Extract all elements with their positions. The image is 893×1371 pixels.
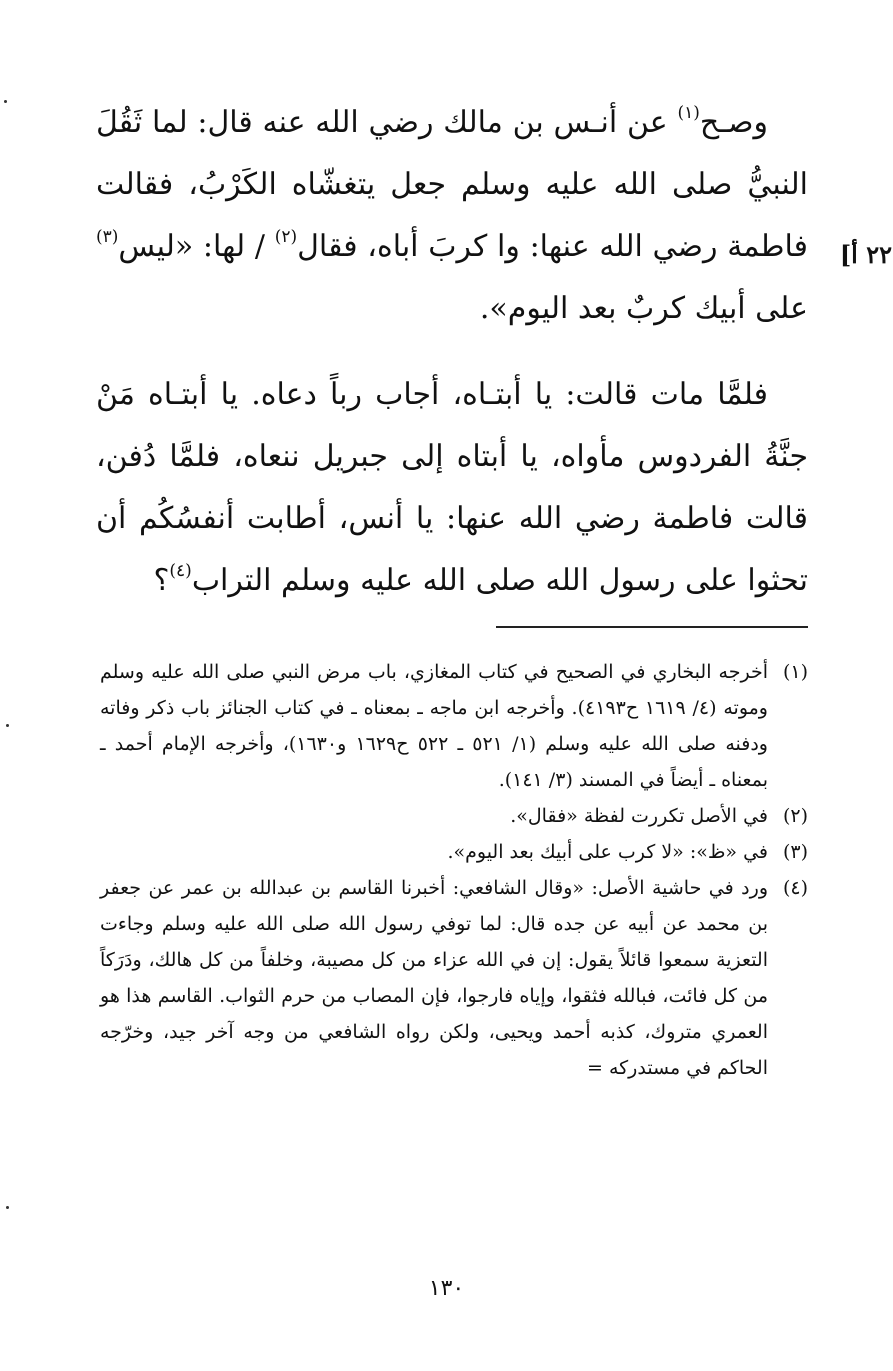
footnote-text: في «ظ»: «لا كرب على أبيك بعد اليوم». [447,841,768,863]
footnote-2 [100,798,808,834]
paragraph-1-text-c: / لها: «ليس [118,229,275,264]
footnote-number: (٢) [782,805,808,827]
page-number: ١٣٠ [428,1276,465,1301]
footnote-number: (٤) [782,877,808,899]
paragraph-1-text-d: على أبيك كربٌ بعد اليوم». [479,291,808,326]
paragraph-2-text-a: فلمَّا مات قالت: يا أبتـاه، أجاب رباً دعاه. يا أبتـاه مَنْ جنَّةُ الفردوس مأواه، يا أبتاه إلى جبريل ننعاه، فلمَّا دُفن، قالت فاطمة رضي الله عنها: يا أنس، أطابت أنفسُكُم أن تحثوا على رسول الله صلى الله عليه وسلم التراب [96,377,808,598]
footnote-ref-3: (٣) [96,227,119,247]
footnote-number: (١) [782,661,808,683]
paragraph-2-text-b: ؟ [153,563,170,598]
paragraph-1-text-a: وصـح [699,105,768,140]
footnote-ref-4: (٤) [169,561,192,581]
scan-speck [6,724,9,727]
footnote-text: ورد في حاشية الأصل: «وقال الشافعي: أخبرنا القاسم بن عبدالله بن عمر عن جعفر بن محمد عن أبيه عن جده قال: لما توفي رسول الله صلى الله عليه وسلم وجاءت التعزية سمعوا قائلاً يقول: إن في الله عزاء من كل مصيبة، وخلفاً من كل هالك، ودَرَكاً من كل فائت، فبالله فثقوا، وإياه فارجوا، فإن المصاب من حرم الثواب. القاسم هذا هو العمري متروك، كذبه أحمد ويحيى، ولكن رواه الشافعي من وجه آخر جيد، وخرّجه الحاكم في مستدركه = [100,877,768,1079]
paragraph-1-text-b: عن أنـس بن مالك رضي الله عنه قال: لما ثَقُلَ النبيُّ صلى الله عليه وسلم جعل يتغشّاه الكَرْبُ، فقالت فاطمة رضي الله عنها: وا كربَ أباه، فقال [96,105,808,264]
footnotes [100,654,808,1086]
manuscript-folio-marker: ٢٢ أ] [839,240,892,269]
scan-speck [6,1206,9,1209]
footnote-3 [100,834,808,870]
scan-speck [4,100,7,103]
footnote-number: (٣) [782,841,808,863]
footnote-text: أخرجه البخاري في الصحيح في كتاب المغازي، باب مرض النبي صلى الله عليه وسلم وموته (٤/ ١٦١٩ ح٤١٩٣). وأخرجه ابن ماجه ـ بمعناه ـ في كتاب الجنائز باب ذكر وفاته ودفنه صلى الله عليه وسلم (١/ ٥٢١ ـ ٥٢٢ ح١٦٢٩ و١٦٣٠)، وأخرجه الإمام أحمد ـ بمعناه ـ أيضاً في المسند (٣/ ١٤١). [100,661,768,791]
footnote-4 [100,870,808,1086]
footnote-ref-1: (١) [677,103,700,123]
footnote-separator-line [496,626,808,628]
paragraph-2 [96,364,808,612]
footnote-1 [100,654,808,798]
paragraph-1 [96,92,808,340]
main-text [96,92,808,612]
footnote-ref-2: (٢) [274,227,298,247]
footnote-text: في الأصل تكررت لفظة «فقال». [510,805,768,827]
